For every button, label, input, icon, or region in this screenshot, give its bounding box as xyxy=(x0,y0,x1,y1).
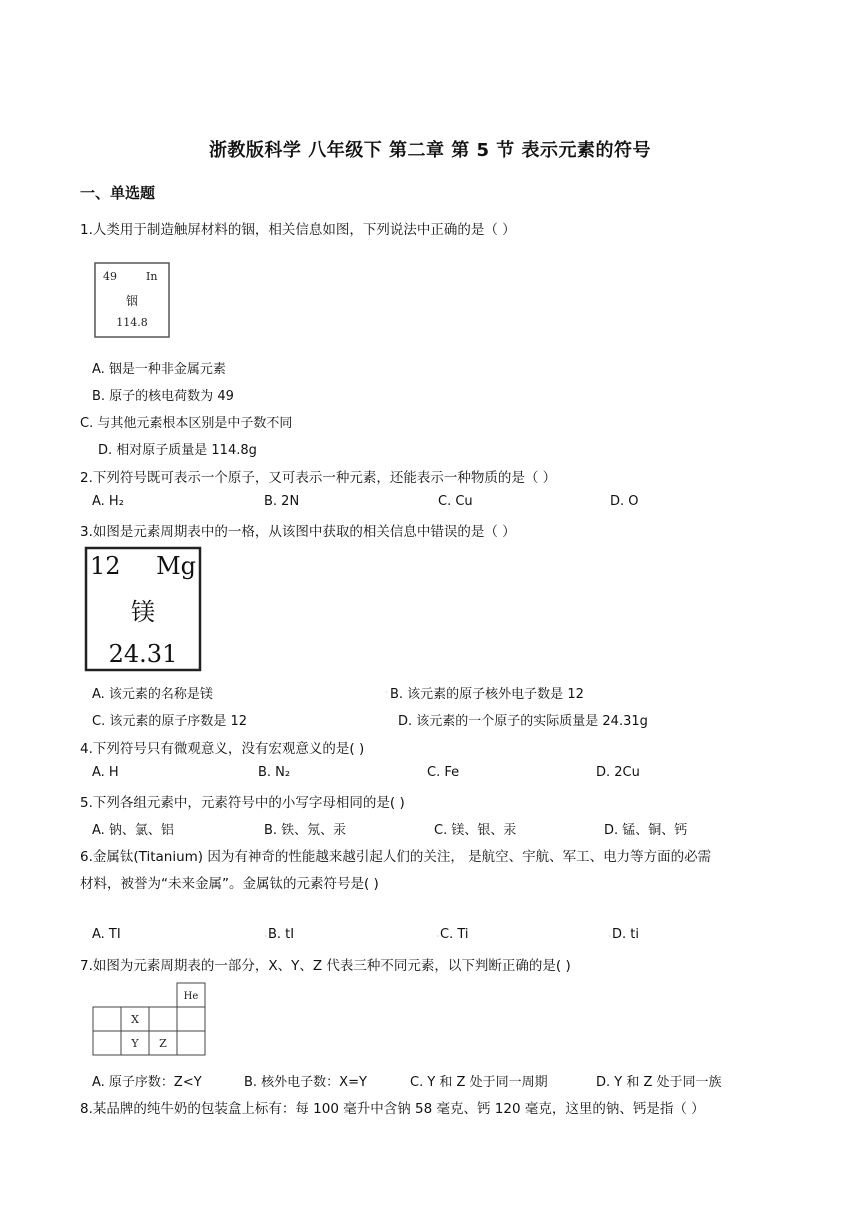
question-5-stem: 5.下列各组元素中，元素符号中的小写字母相同的是( ) xyxy=(80,795,405,811)
indium-name: 铟 xyxy=(125,294,139,308)
question-3-option-d: D. 该元素的一个原子的实际质量是 24.31g xyxy=(398,714,648,729)
question-1-option-d: D. 相对原子质量是 114.8g xyxy=(98,443,257,458)
question-2-stem: 2.下列符号既可表示一个原子，又可表示一种元素，还能表示一种物质的是（ ） xyxy=(80,470,557,486)
question-6-stem-line-2: 材料，被誉为“未来金属”。金属钛的元素符号是( ) xyxy=(80,876,379,892)
question-4-option-d: D. 2Cu xyxy=(596,765,640,780)
question-6-option-b: B. tI xyxy=(268,927,295,942)
element-y-label: Y xyxy=(131,1037,139,1050)
question-2-option-d: D. O xyxy=(610,494,639,509)
question-7-stem: 7.如图为元素周期表的一部分，X、Y、Z 代表三种不同元素，以下判断正确的是( ) xyxy=(80,958,571,974)
question-7-option-b: B. 核外电子数：X=Y xyxy=(244,1075,367,1090)
element-x-label: X xyxy=(131,1013,139,1026)
question-6-stem-line-1: 6.金属钛(Titanium) 因为有神奇的性能越来越引起人们的关注， 是航空、宇航、军工、电力等方面的必需 xyxy=(80,849,712,865)
question-2-option-a: A. H₂ xyxy=(92,494,124,509)
question-8-stem: 8.某品牌的纯牛奶的包装盒上标有：每 100 毫升中含钠 58 毫克、钙 120 毫克，这里的钠、钙是指（ ） xyxy=(80,1101,705,1117)
question-3-option-c: C. 该元素的原子序数是 12 xyxy=(92,714,248,729)
question-6-option-a: A. TI xyxy=(92,927,121,942)
question-6-option-c: C. Ti xyxy=(440,927,469,942)
question-3-option-a: A. 该元素的名称是镁 xyxy=(92,687,213,702)
question-5-option-a: A. 钠、氯、铝 xyxy=(92,823,174,838)
question-1-option-b: B. 原子的核电荷数为 49 xyxy=(92,389,234,404)
magnesium-element-cell xyxy=(84,546,202,672)
question-3-stem: 3.如图是元素周期表中的一格，从该图中获取的相关信息中错误的是（ ） xyxy=(80,524,516,540)
question-1-stem: 1.人类用于制造触屏材料的铟，相关信息如图，下列说法中正确的是（ ） xyxy=(80,222,516,238)
document-page: 浙教版科学 八年级下 第二章 第 5 节 表示元素的符号 一、单选题 1.人类用于制造触屏材料的铟，相关信息如图，下列说法中正确的是（ ） 49 In 铟 114.8 A. 铟是一种非金属元素 B. 原子的核电荷数为 49 C. 与其他元素根本区别是中子数不同 D. 相对原子质量是 114.8g 2.下列符号既可表示一个原子，又可表示一种元素，还能表示一种物质的是（ ） A. H₂ B. 2N C. Cu D. O 3.如图是元素周期表中的一格，从该图中获取的相关信息中错误的是（ ） 12 Mg 镁 24.31 A. 该元素的名称是镁 ◦ B. 该元素的原子核外电子数是 12 C. 该元素的原子序数是 12 D. 该元素的一个原子的实际质量是 24.31g 4.下列符号只有微观意义，没有宏观意义的是( ) A. H B. N₂ C. Fe D. 2Cu 5.下列各组元素中，元素符号中的小写字母相同的是( ) A. 钠、氯、铝 B. 铁、氖、汞 C. 镁、银、汞 D. 锰、铜、钙 6.金属钛(Titanium) 因为有神奇的性能越来越引起人们的关注， 是航空、宇航、军工、电力等方面的必需 材料，被誉为“未来金属”。金属钛的元素符号是( ) A. TI ◦ B. tI ◦ C. Ti ◦ D. ti 7.如图为元素周期表的一部分，X、Y、Z 代表三种不同元素，以下判断正确的是( ) He X Y Z A. 原子序数：Z<Y B. 核外电子数：X=Y C. Y 和 Z 处于同一周期 D. Y 和 Z 处于同一族 8.某品牌的纯牛奶的包装盒上标有：每 100 毫升中含钠 58 毫克、钙 120 毫克，这里的钠、钙是指（ ） xyxy=(0,0,860,1216)
question-5-option-d: D. 锰、铜、钙 xyxy=(604,823,688,838)
question-1-option-a: A. 铟是一种非金属元素 xyxy=(92,362,226,377)
section-heading: 一、单选题 xyxy=(80,184,156,202)
periodic-table-fragment xyxy=(90,981,208,1059)
question-4-option-c: C. Fe xyxy=(427,765,460,780)
magnesium-name: 镁 xyxy=(131,598,155,626)
magnesium-atomic-mass: 24.31 xyxy=(108,640,178,668)
magnesium-atomic-number: 12 xyxy=(90,552,121,580)
indium-element-cell xyxy=(94,262,170,338)
question-7-option-c: C. Y 和 Z 处于同一周期 xyxy=(410,1075,548,1090)
indium-symbol: In xyxy=(146,270,158,283)
element-z-label: Z xyxy=(159,1037,167,1050)
magnesium-symbol: Mg xyxy=(156,552,196,580)
question-5-option-c: C. 镁、银、汞 xyxy=(434,823,517,838)
question-6-option-d: D. ti xyxy=(612,927,639,942)
question-7-option-d: D. Y 和 Z 处于同一族 xyxy=(596,1075,722,1090)
question-4-stem: 4.下列符号只有微观意义，没有宏观意义的是( ) xyxy=(80,741,365,757)
question-2-option-b: B. 2N xyxy=(264,494,300,509)
question-1-option-c: C. 与其他元素根本区别是中子数不同 xyxy=(80,416,293,431)
question-7-option-a: A. 原子序数：Z<Y xyxy=(92,1075,202,1090)
indium-atomic-mass: 114.8 xyxy=(116,316,148,329)
question-5-option-b: B. 铁、氖、汞 xyxy=(264,823,347,838)
indium-atomic-number: 49 xyxy=(103,270,117,283)
question-3-option-b: B. 该元素的原子核外电子数是 12 xyxy=(390,687,584,702)
helium-label: He xyxy=(183,991,199,1002)
question-2-option-c: C. Cu xyxy=(438,494,473,509)
question-4-option-a: A. H xyxy=(92,765,119,780)
question-4-option-b: B. N₂ xyxy=(258,765,291,780)
document-title: 浙教版科学 八年级下 第二章 第 5 节 表示元素的符号 xyxy=(208,140,652,161)
